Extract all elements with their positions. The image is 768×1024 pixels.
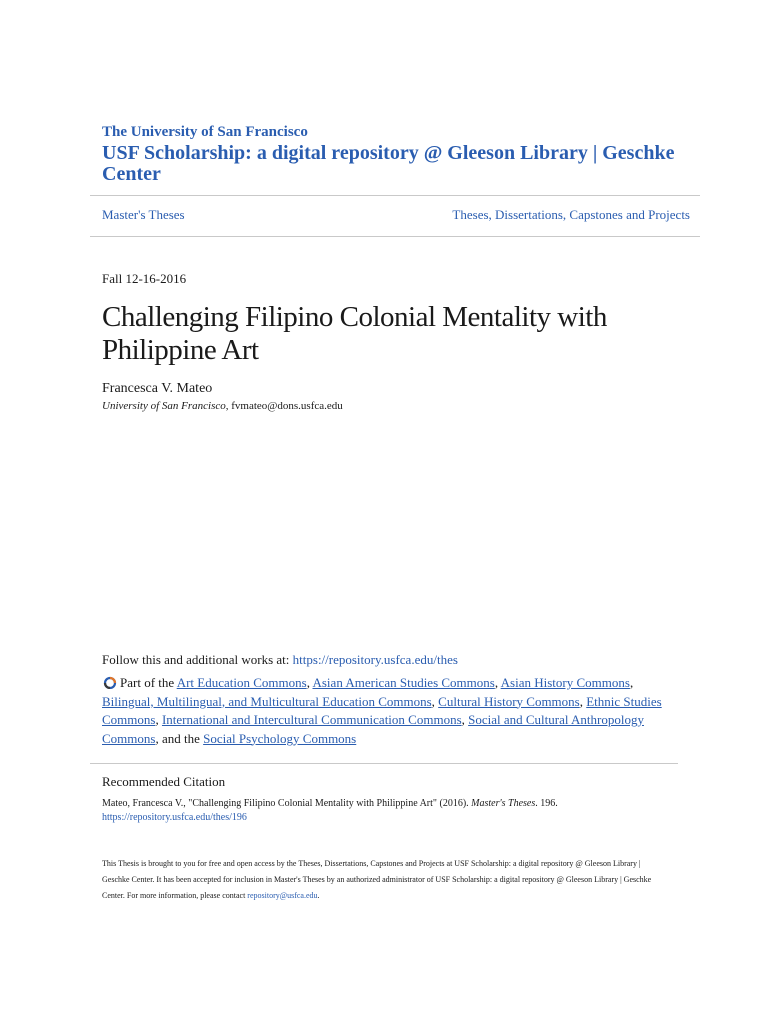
commons-list xyxy=(102,674,662,748)
commons-link[interactable]: Social and Cultural Anthropology Commons xyxy=(102,712,644,746)
commons-link[interactable]: Social Psychology Commons xyxy=(203,730,357,746)
document-title: Challenging Filipino Colonial Mentality with Philippine Art xyxy=(102,301,607,366)
commons-separator: , xyxy=(629,675,634,690)
citation-block xyxy=(102,797,682,825)
commons-separator: , xyxy=(494,675,501,690)
commons-links xyxy=(102,675,662,746)
commons-link[interactable]: Asian American Studies Commons xyxy=(312,675,495,690)
commons-link[interactable]: International and Intercultural Communication Commons xyxy=(161,712,462,727)
commons-separator: , xyxy=(579,693,587,709)
commons-separator: , xyxy=(461,712,469,727)
author-affiliation: University of San Francisco, fvmateo@dons.usfca.edu xyxy=(102,400,343,412)
repository-url-link[interactable]: https://repository.usfca.edu/thes xyxy=(292,652,458,667)
access-notice-text: This Thesis is brought to you for free and open access by the Theses, Dissertations, Capstones and Projects at USF Scholarship: a digital repository @ Gleeson Library | Geschke Center. It has been accepted for inclusion in Master's Theses by an authorized administrator of USF Scholarship: a digital repository @ Gleeson Library | Geschke Center. For more information, please contact xyxy=(102,859,652,900)
contact-email-link[interactable]: repository@usfca.edu xyxy=(247,891,318,900)
author-email[interactable]: fvmateo@dons.usfca.edu xyxy=(231,400,343,412)
commons-separator: , xyxy=(155,712,162,727)
citation-heading: Recommended Citation xyxy=(102,774,226,789)
bepress-commons-icon xyxy=(102,675,118,689)
access-notice-end: . xyxy=(317,891,320,900)
commons-link[interactable]: Cultural History Commons xyxy=(438,693,580,709)
follow-text: Follow this and additional works at: xyxy=(102,652,293,667)
commons-link[interactable]: Asian History Commons xyxy=(500,675,630,690)
commons-link[interactable]: Ethnic Studies Commons xyxy=(102,693,662,727)
citation-text: Mateo, Francesca V., "Challenging Filipino Colonial Mentality with Philippine Art" (2016). xyxy=(102,798,472,809)
commons-link[interactable]: Bilingual, Multilingual, and Multicultural Education Commons xyxy=(102,693,432,709)
partof-prefix: Part of the xyxy=(120,675,177,690)
commons-separator: , xyxy=(306,675,313,690)
follow-line xyxy=(102,652,458,668)
university-name[interactable]: The University of San Francisco xyxy=(102,124,308,140)
repository-name[interactable]: USF Scholarship: a digital repository @ Gleeson Library | Geschke Center xyxy=(102,142,675,185)
commons-separator: , and the xyxy=(155,730,204,746)
citation-divider xyxy=(90,763,678,764)
header-divider xyxy=(90,195,700,196)
commons-link[interactable]: Art Education Commons xyxy=(176,675,307,690)
citation-number: . 196. xyxy=(535,798,558,809)
repository-header xyxy=(102,124,702,185)
affiliation-name: University of San Francisco xyxy=(102,400,226,412)
collections-divider xyxy=(90,236,700,237)
access-notice xyxy=(102,856,662,904)
masters-theses-link[interactable]: Master's Theses xyxy=(102,207,185,222)
commons-separator: , xyxy=(431,693,439,709)
theses-collection-link[interactable]: Theses, Dissertations, Capstones and Projects xyxy=(452,207,690,222)
collections-bar xyxy=(102,207,690,225)
publication-date: Fall 12-16-2016 xyxy=(102,271,187,286)
author-name: Francesca V. Mateo xyxy=(102,381,213,396)
citation-url-link[interactable]: https://repository.usfca.edu/thes/196 xyxy=(102,812,247,823)
citation-series: Master's Theses xyxy=(471,798,536,809)
